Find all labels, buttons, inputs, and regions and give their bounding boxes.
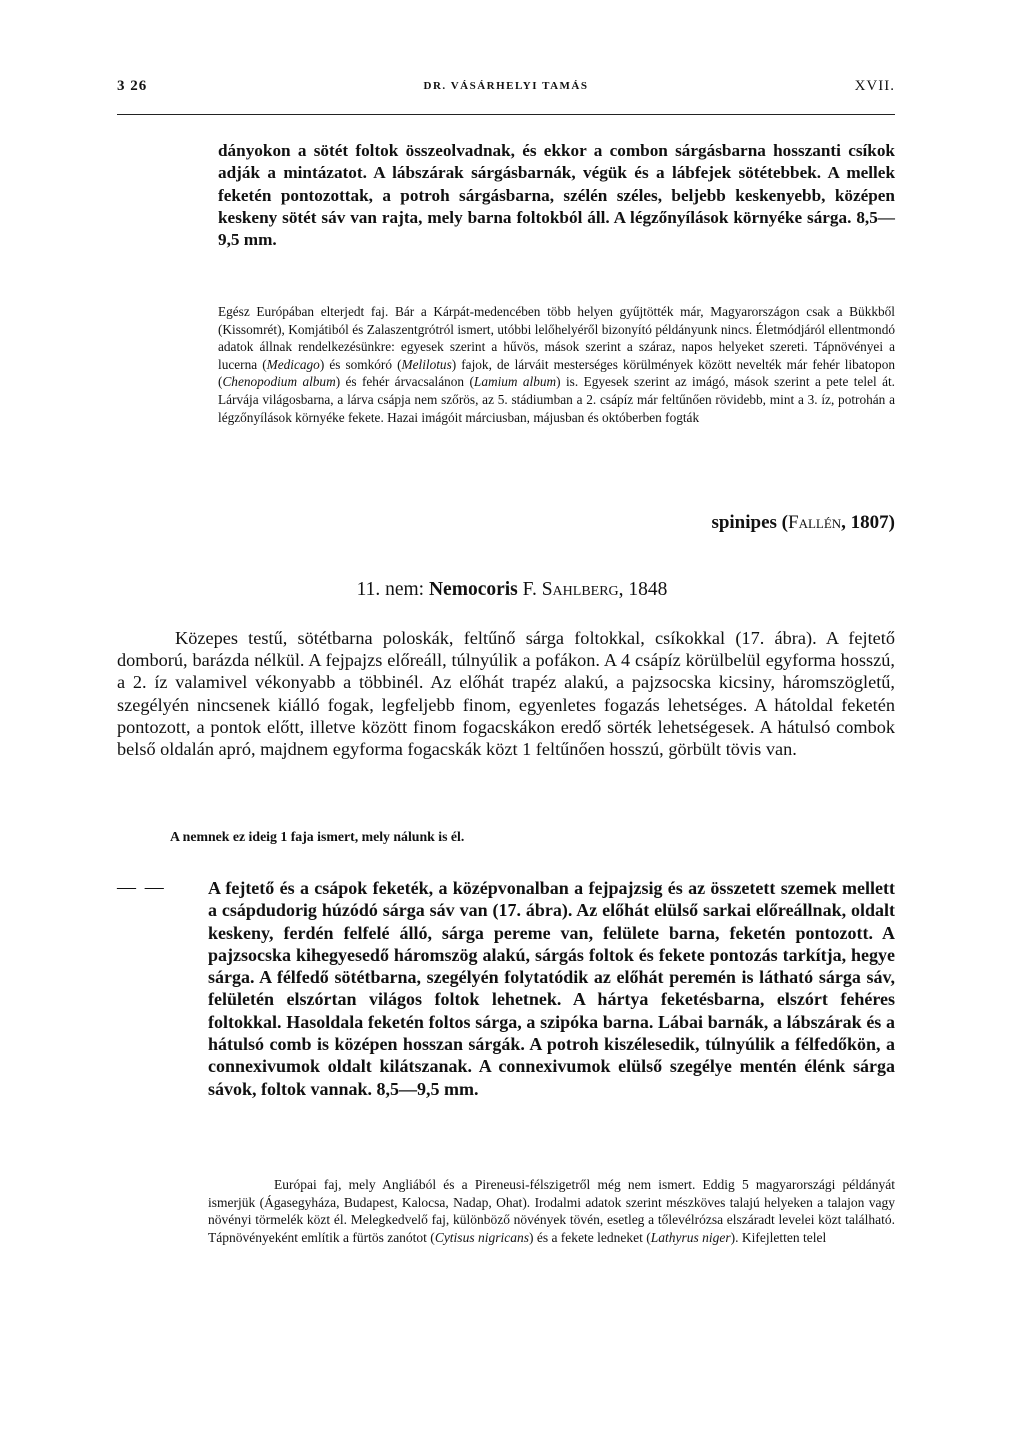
page-number: 3 26 [117, 78, 148, 94]
text-segment: Egész Európában elterjedt faj. Bár a Kárpát-medencében több helyen gyűjtötték már, Magyarországon csak a Bükkből (Kissomrét), Komjátiból és Zalaszentgrótról ismert, utóbbi lelőhelyéről bizonyító példányunk nincs. Életmódjáról ellentmondó adatok állnak rendelkezésünkre: egyesek szerint a hűvös, mások szerint a száraz, napos helyeket szereti. Tápnövényei a lucerna ( [218, 304, 895, 372]
genus-description: Közepes testű, sötétbarna poloskák, feltűnő sárga foltokkal, csíkokkal (17. ábra). A fejtető domború, barázda nélkül. A fejpajzs előreáll, túlnyúlik a pofákon. A 4 csápíz körülbelül egyforma hosszú, a 2. íz valamivel vékonyabb a többinél. Az előhát trapéz alakú, a pajzsocska kicsiny, háromszögletű, szegélyén nincsenek kiálló fogak, legfeljebb finom, egyenletes fogazás lehetséges. A hátoldal feketén pontozott, a pontok előtt, illetve között finom fogacskákon eredő sörték lehetségesek. A hátulsó combok belső oldalán apró, majdnem egyforma fogacskák közt 1 feltűnően hosszú, görbült tövis van. [117, 628, 895, 760]
taxon-melilotus: Melilotus [401, 356, 452, 372]
species-distribution [208, 1176, 895, 1246]
genus-initial: F. [517, 579, 542, 600]
genus-heading [0, 579, 1024, 601]
genus-name: Nemocoris [428, 579, 518, 600]
text-segment: ) fajok, de lárváit mesterséges körülmények között nevelték már fehér libatopon ( [218, 356, 895, 390]
taxon-lamium: Lamium album [473, 374, 557, 390]
text-segment: ) is. Egyesek szerint az imágó, mások szerint a pete telel át. Lárvája világosbarna, a lárva csápja nem szőrös, az 5. stádiumban a 2. csápíz már feltűnően rövidebb, mint a 3. íz, potrohán a légzőnyílások környéke fekete. Hazai imágóit márciusban, májusban és októberben fogták [218, 374, 895, 425]
species-description: A fejtető és a csápok feketék, a középvonalban a fejpajzsig és az összetett szemek mellett a csápdudorig húzódó sárga sáv van (17. ábra). Az előhát elülső sarkai előreállnak, oldalt keskeny, ferdén felfelé álló, sárga pereme van, felülete barna, feketén pontozott. A pajzsocska kihegyesedő háromszög alakú, sárgás foltok és fekete pontozás tarkítja, hegye sárga. A félfedő sötétbarna, szegélyén folytatódik az előhát peremén is látható sárga sáv, felületén elszórtan világos foltok lehetnek. A hártya feketésbarna, elszórt fehéres foltokkal. Hasoldala feketén foltos sárga, a szipóka barna. Lábai barnák, a lábszárak és a hátulsó comb is középen hosszan sárgák. A potroh kiszélesedik, túlnyúlik a félfedőkön, a connexivumok oldalt kilátszanak. A connexivumok elülső szegélye mentén élénk sárga sávok, foltok vannak. 8,5—9,5 mm. [208, 878, 895, 1099]
running-header [117, 78, 895, 115]
taxon-lathyrus: Lathyrus niger [650, 1229, 731, 1245]
genus-note: A nemnek ez ideig 1 faja ismert, mely nálunk is él. [170, 829, 465, 844]
genus-author: Sahlberg [541, 579, 619, 600]
text-segment: ) és fehér árvacsalánon ( [335, 374, 474, 390]
text-segment: ) és somkóró ( [319, 356, 402, 372]
text-segment: Európai faj, mely Angliából és a Pireneusi-félszigetről még nem ismert. Eddig 5 magyarországi példányát ismerjük (Ágasegyháza, Budapest, Kalocsa, Nadap, Ohat). Irodalmi adatok szerint mészköves talajú helyeken a talajon vagy növényi törmelék közt él. Melegkedvelő faj, különböző növények tövén, esetleg a tőlevélrózsa elszáradt levelei közt található. Tápnövényeként említik a fürtös zanótot ( [208, 1177, 895, 1245]
volume-number: XVII. [854, 78, 895, 94]
genus-year: , 1848 [618, 579, 668, 600]
description-paragraph-continued: dányokon a sötét foltok összeolvadnak, és ekkor a combon sárgásbarna hosszanti csíkok adják a mintázatot. A lábszárak sárgásbarnák, végük és a lábfejek sötétebbek. A mellek feketén pontozottak, a potroh sárgásbarna, szélén széles, beljebb keskenyebb, középen keskeny sötét sáv van rajta, mely barna foltokból áll. A légzőnyílások környéke sárga. 8,5—9,5 mm. [218, 141, 895, 250]
distribution-paragraph [218, 303, 895, 426]
author-open: ( [781, 512, 788, 533]
taxon-cytisus: Cytisus nigricans [434, 1229, 529, 1245]
species-dashes: — — [117, 877, 166, 898]
species-name-spinipes [711, 512, 895, 534]
species-year: , 1807) [841, 512, 895, 533]
running-title: DR. VÁSÁRHELYI TAMÁS [423, 80, 589, 92]
taxon-medicago: Medicago [266, 356, 320, 372]
text-segment: ) és a fekete lednеket ( [528, 1229, 651, 1245]
genus-prefix: 11. nem: [356, 579, 429, 600]
species-epithet: spinipes [711, 512, 777, 533]
text-segment: ). Kifejletten telel [730, 1229, 827, 1245]
species-author: Fallén [788, 512, 842, 533]
taxon-chenopodium: Chenopodium album [222, 374, 336, 390]
